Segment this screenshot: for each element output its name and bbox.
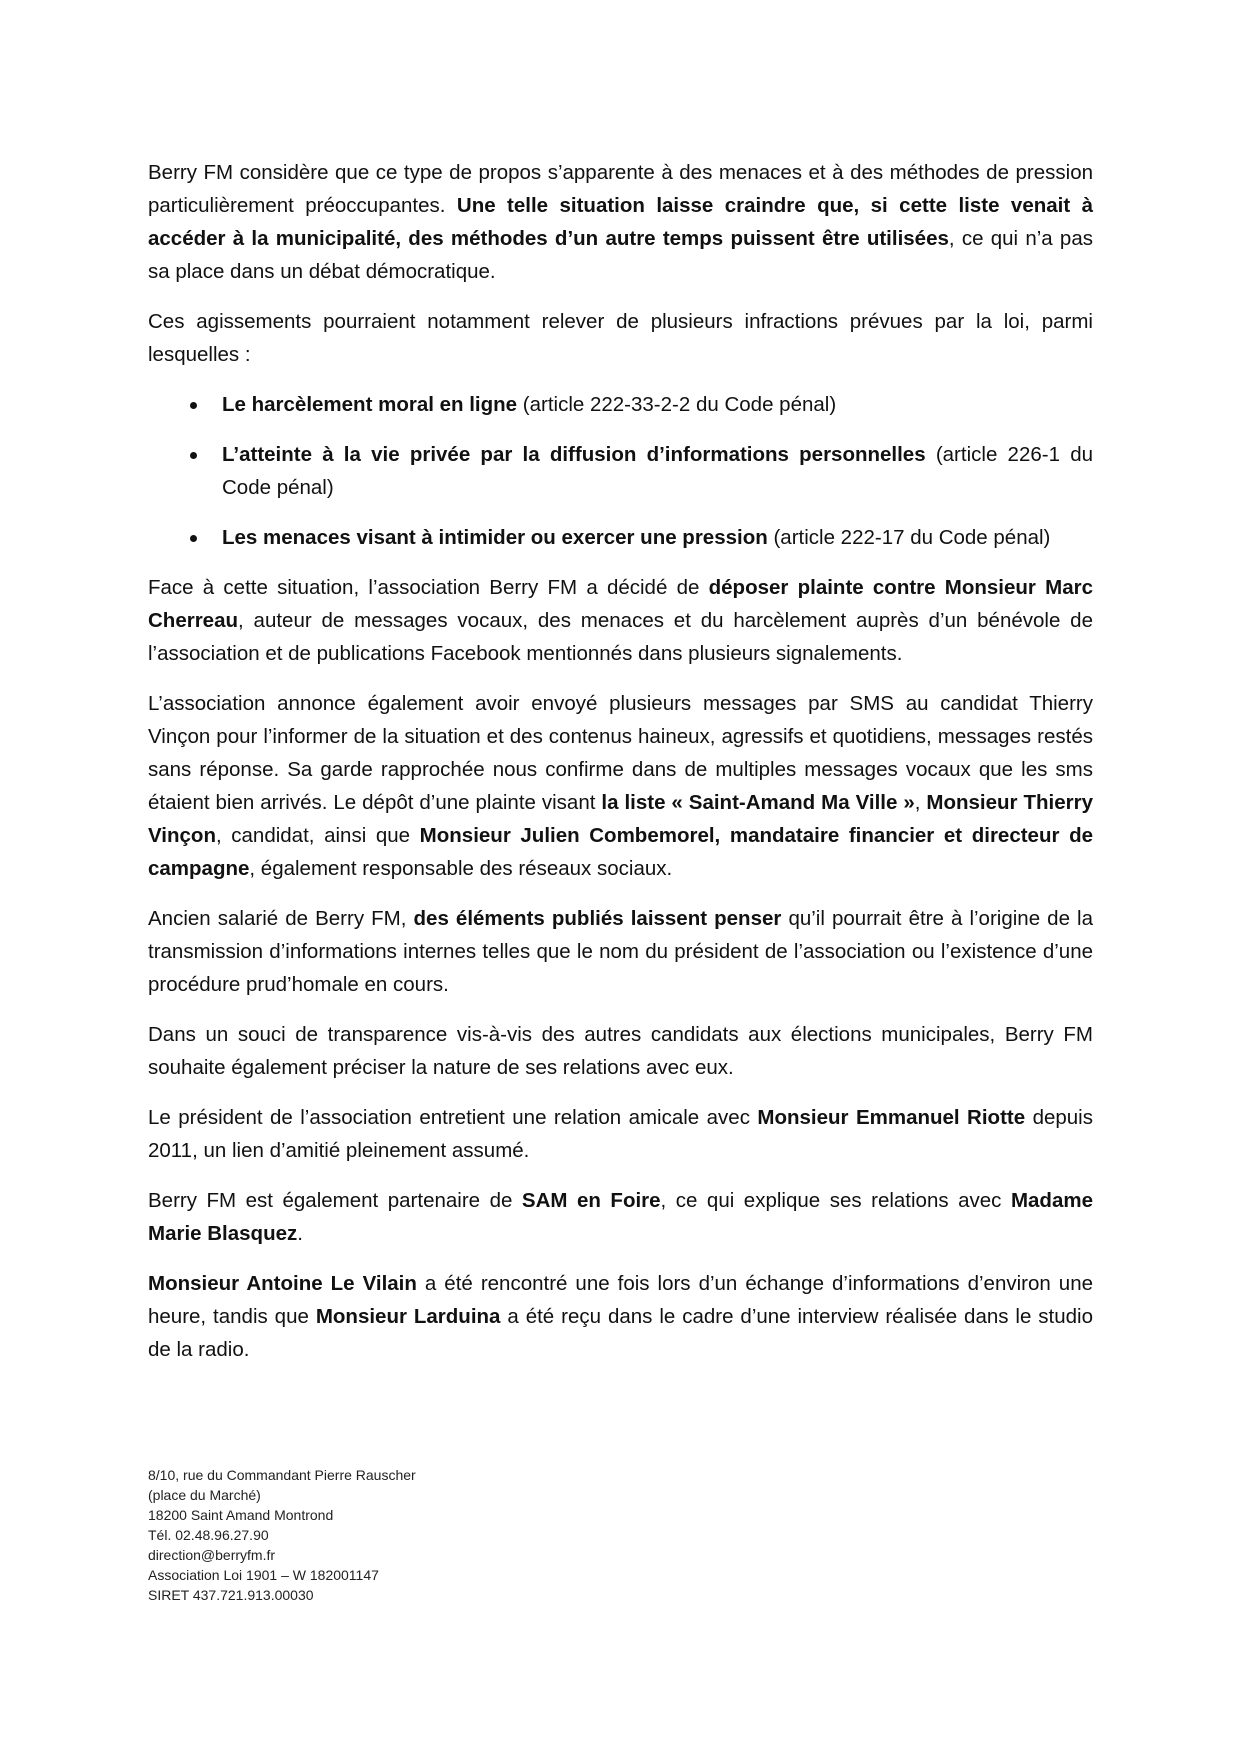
paragraph-meetings: Monsieur Antoine Le Vilain a été rencontré une fois lors d’un échange d’informations d’environ une heure, tandis que Monsieur Larduina a été reçu dans le cadre d’une interview réalisée dans le studio de la radio. <box>148 1272 1094 1361</box>
paragraph-transparency: Dans un souci de transparence vis-à-vis des autres candidats aux élections municipales, Berry FM souhaite également préciser la nature de ses relations avec eux. <box>148 1023 1093 1079</box>
footer-phone: Tél. 02.48.96.27.90 <box>148 1527 269 1543</box>
footer-email[interactable]: direction@berryfm.fr <box>148 1547 276 1563</box>
footer-address <box>148 1465 648 1605</box>
paragraph-president: Le président de l’association entretient une relation amicale avec Monsieur Emmanuel Riotte depuis 2011, un lien d’amitié pleinement assumé. <box>148 1106 1093 1162</box>
footer-association: Association Loi 1901 – W 182001147 <box>148 1567 379 1583</box>
paragraph-threats: Berry FM considère que ce type de propos s’apparente à des menaces et à des méthodes de pression particulièrement préoccupantes. Une telle situation laisse craindre que, si cette liste venait à accéder à la municipalité, des méthodes d’un autre temps puissent être utilisées, ce qui n’a pas sa place dans un débat démocratique. <box>148 161 1093 283</box>
list-item: L’atteinte à la vie privée par la diffusion d’informations personnelles (article 226-1 du Code pénal) <box>148 438 1093 504</box>
bullet-icon <box>190 535 197 542</box>
paragraph-former-employee: Ancien salarié de Berry FM, des éléments publiés laissent penser qu’il pourrait être à l’origine de la transmission d’informations internes telles que le nom du président de l’association ou l’existence d’une procédure prud’homale en cours. <box>148 907 1094 996</box>
paragraph-sms: L’association annonce également avoir envoyé plusieurs messages par SMS au candidat Thierry Vinçon pour l’informer de la situation et des contenus haineux, agressifs et quotidiens, messages restés sans réponse. Sa garde rapprochée nous confirme dans de multiples messages vocaux que les sms étaient bien arrivés. Le dépôt d’une plainte visant la liste « Saint-Amand Ma Ville », Monsieur Thierry Vinçon, candidat, ainsi que Monsieur Julien Combemorel, mandataire financier et directeur de campagne, également responsable des réseaux sociaux. <box>148 692 1093 880</box>
footer-city: 18200 Saint Amand Montrond <box>148 1507 334 1523</box>
paragraph-infractions-intro: Ces agissements pourraient notamment relever de plusieurs infractions prévues par la loi, parmi lesquelles : <box>148 310 1093 366</box>
footer-place: (place du Marché) <box>148 1487 261 1503</box>
document-body <box>148 156 1093 1383</box>
footer-street: 8/10, rue du Commandant Pierre Rauscher <box>148 1467 416 1483</box>
list-item: Le harcèlement moral en ligne (article 222-33-2-2 du Code pénal) <box>148 388 1093 421</box>
footer-siret: SIRET 437.721.913.00030 <box>148 1587 314 1603</box>
list-item: Les menaces visant à intimider ou exercer une pression (article 222-17 du Code pénal) <box>148 521 1093 554</box>
bullet-icon <box>190 402 197 409</box>
paragraph-partner: Berry FM est également partenaire de SAM en Foire, ce qui explique ses relations avec Madame Marie Blasquez. <box>148 1189 1093 1245</box>
infractions-list <box>148 388 1093 554</box>
paragraph-complaint: Face à cette situation, l’association Berry FM a décidé de déposer plainte contre Monsieur Marc Cherreau, auteur de messages vocaux, des menaces et du harcèlement auprès d’un bénévole de l’association et de publications Facebook mentionnés dans plusieurs signalements. <box>148 576 1093 665</box>
bullet-icon <box>190 452 197 459</box>
